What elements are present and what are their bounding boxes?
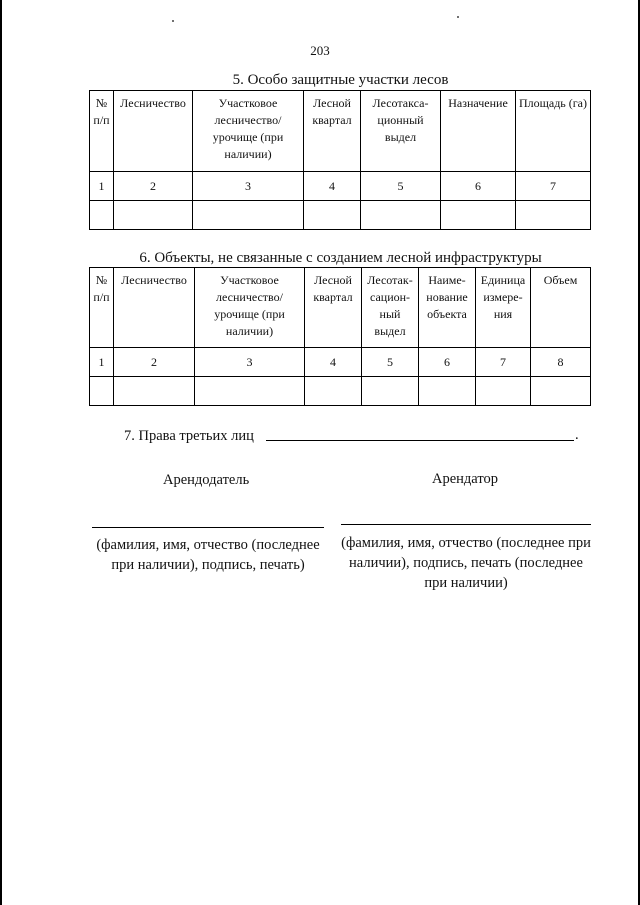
tenant-signature-line — [341, 524, 591, 525]
col-header-number: № п/п — [90, 268, 114, 348]
third-party-rights-end: . — [575, 427, 579, 443]
col-header-taxation-unit: Лесотак-сацион-ный выдел — [362, 268, 419, 348]
table-cell — [195, 377, 305, 406]
table-cell: 3 — [193, 172, 304, 201]
table-cell — [419, 377, 476, 406]
table-row-numbers — [90, 172, 591, 201]
table-cell — [114, 201, 193, 230]
tenant-signature-caption: (фамилия, имя, отчество (последнее при наличии), подпись, печать (последнее при наличии) — [341, 535, 591, 591]
section-6-table — [89, 267, 591, 406]
table-cell: 2 — [114, 172, 193, 201]
col-header-forest-quarter: Лесной квартал — [305, 268, 362, 348]
table-cell — [193, 201, 304, 230]
table-cell — [476, 377, 531, 406]
third-party-rights-label: 7. Права третьих лиц — [124, 428, 254, 444]
tenant-label: Арендатор — [432, 471, 499, 487]
table-cell: 7 — [516, 172, 591, 201]
table-cell: 7 — [476, 348, 531, 377]
landlord-signature-caption: (фамилия, имя, отчество (последнее при наличии), подпись, печать) — [96, 537, 320, 573]
table-cell: 6 — [419, 348, 476, 377]
col-header-volume: Объем — [531, 268, 591, 348]
table-row-empty — [90, 201, 591, 230]
table-cell — [516, 201, 591, 230]
section-5-table — [89, 90, 591, 230]
table-cell — [304, 201, 361, 230]
table-cell: 1 — [90, 348, 114, 377]
table-row-numbers — [90, 348, 591, 377]
table-cell — [114, 377, 195, 406]
page-number: 203 — [310, 43, 330, 58]
table-cell — [531, 377, 591, 406]
col-header-district-forestry: Участковое лесничество/ урочище (при наличии) — [193, 91, 304, 172]
landlord-label: Арендодатель — [163, 472, 250, 488]
col-header-area: Площадь (га) — [516, 91, 591, 172]
scan-speck — [172, 20, 174, 22]
section-5-title: 5. Особо защитные участки лесов — [232, 72, 449, 88]
col-header-forestry: Лесничество — [114, 268, 195, 348]
col-header-forestry: Лесничество — [114, 91, 193, 172]
table-cell: 4 — [304, 172, 361, 201]
table-cell: 3 — [195, 348, 305, 377]
table-cell — [362, 377, 419, 406]
third-party-rights-blank-line — [266, 440, 574, 441]
table-cell: 4 — [305, 348, 362, 377]
col-header-district-forestry: Участковое лесничество/ урочище (при наличии) — [195, 268, 305, 348]
table-cell — [361, 201, 441, 230]
col-header-object-name: Наиме-нование объекта — [419, 268, 476, 348]
section-6-title: 6. Объекты, не связанные с созданием лесной инфраструктуры — [139, 250, 542, 266]
scan-speck — [457, 16, 459, 18]
col-header-forest-quarter: Лесной квартал — [304, 91, 361, 172]
table-row-empty — [90, 377, 591, 406]
table-cell — [441, 201, 516, 230]
scan-left-border — [0, 0, 2, 905]
table-cell: 5 — [361, 172, 441, 201]
landlord-signature-line — [92, 527, 324, 528]
col-header-purpose: Назначение — [441, 91, 516, 172]
table-cell — [90, 201, 114, 230]
col-header-number: № п/п — [90, 91, 114, 172]
table-cell: 2 — [114, 348, 195, 377]
table-cell — [90, 377, 114, 406]
table-cell: 1 — [90, 172, 114, 201]
table-cell: 6 — [441, 172, 516, 201]
table-cell: 8 — [531, 348, 591, 377]
col-header-unit: Единица измере-ния — [476, 268, 531, 348]
col-header-taxation-unit: Лесотакса-ционный выдел — [361, 91, 441, 172]
table-cell: 5 — [362, 348, 419, 377]
table-cell — [305, 377, 362, 406]
